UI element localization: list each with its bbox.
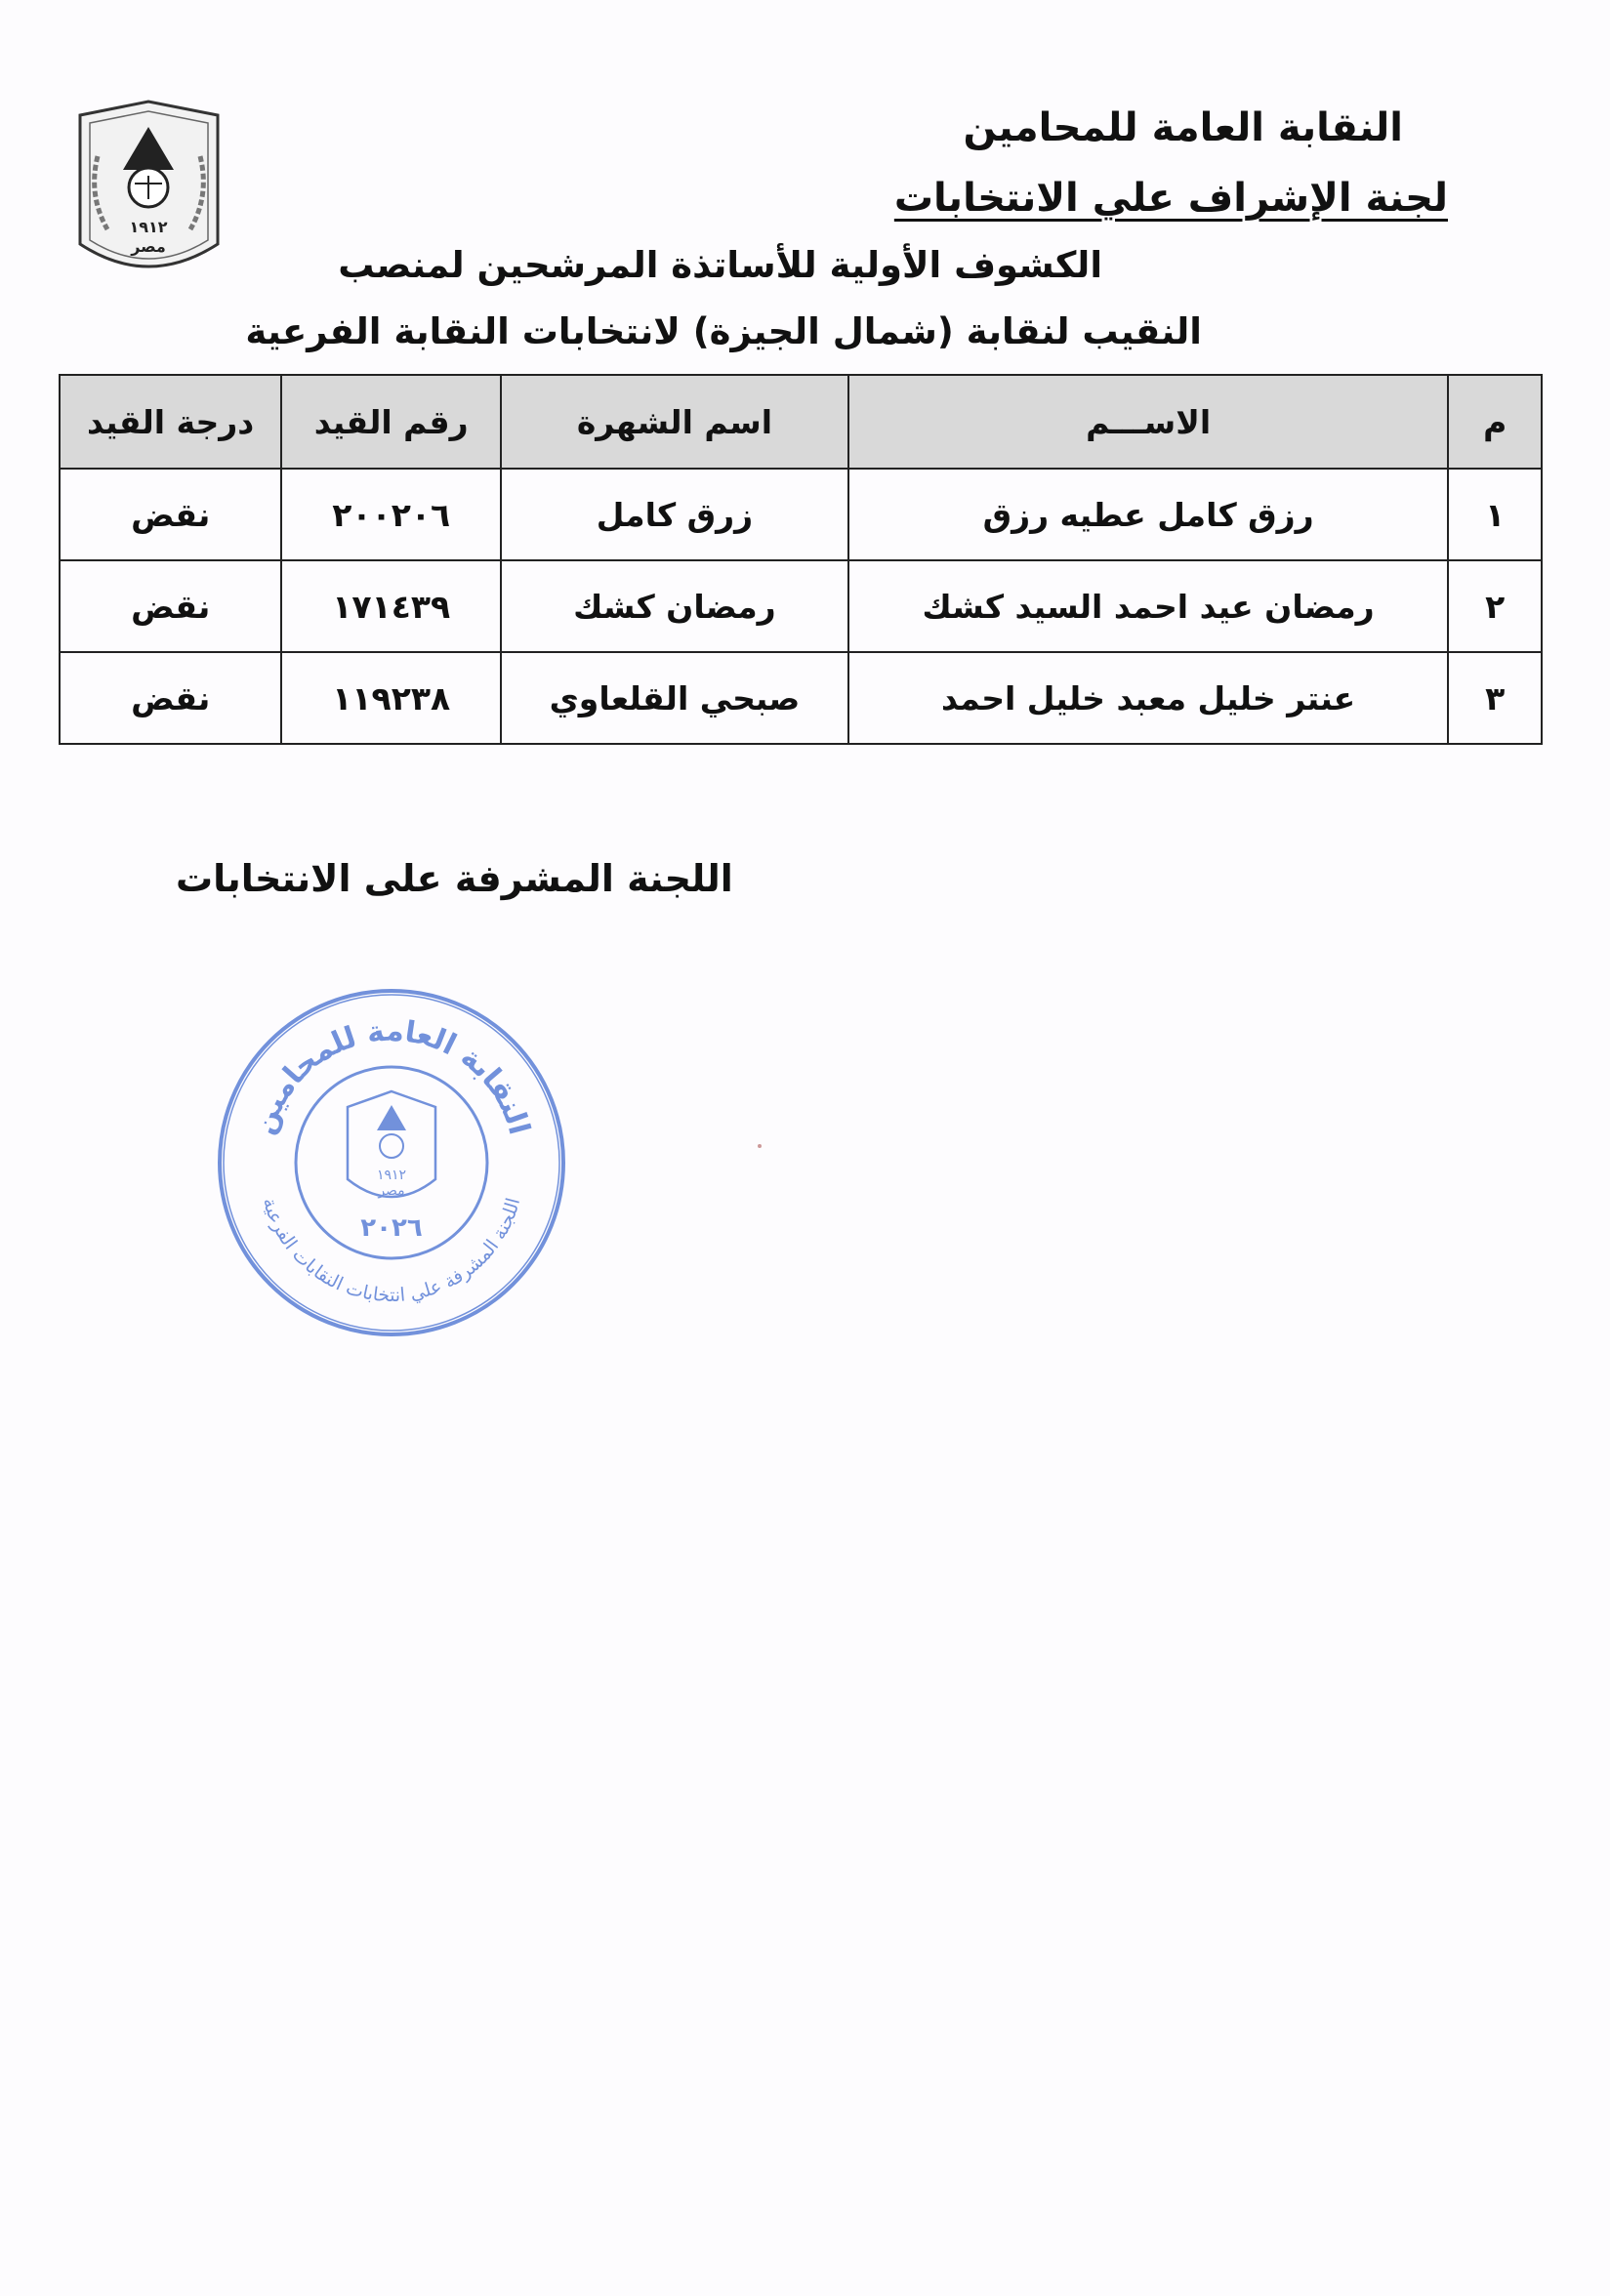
header-fame-name: اسم الشهرة — [501, 375, 848, 469]
cell-fame-name: رمضان كشك — [501, 560, 848, 652]
cell-num: ٢ — [1448, 560, 1542, 652]
cell-registration-number: ١٧١٤٣٩ — [281, 560, 501, 652]
document-title-line1: الكشوف الأولية للأساتذة المرشحين لمنصب — [338, 244, 1102, 286]
table-header-row — [60, 375, 1542, 469]
header-registration-degree: درجة القيد — [60, 375, 281, 469]
cell-num: ٣ — [1448, 652, 1542, 744]
logo-year: ١٩١٢ — [129, 218, 168, 236]
stamp-year: ٢٠٢٦ — [360, 1213, 423, 1243]
table-row — [60, 469, 1542, 560]
committee-name: لجنة الإشراف علي الانتخابات — [893, 176, 1448, 221]
cell-name: رمضان عيد احمد السيد كشك — [848, 560, 1449, 652]
cell-registration-number: ١١٩٢٣٨ — [281, 652, 501, 744]
stamp-seal-year: ١٩١٢ — [376, 1168, 407, 1183]
cell-registration-degree: نقض — [60, 652, 281, 744]
signature-label: اللجنة المشرفة على الانتخابات — [176, 857, 733, 900]
scan-speck — [758, 1144, 762, 1148]
logo-country: مصر — [131, 237, 166, 256]
stamp-seal-country: مصر — [378, 1183, 405, 1199]
cell-name: عنتر خليل معبد خليل احمد — [848, 652, 1449, 744]
stamp-inner-text: اللجنة المشرفة علي انتخابات النقابات الفرعية — [258, 1195, 525, 1307]
candidates-table — [59, 374, 1543, 745]
header-registration-number: رقم القيد — [281, 375, 501, 469]
syndicate-logo — [68, 98, 229, 293]
document-title-line2: النقيب لنقابة (شمال الجيزة) لانتخابات النقابة الفرعية — [245, 310, 1202, 352]
cell-name: رزق كامل عطيه رزق — [848, 469, 1449, 560]
table-row — [60, 560, 1542, 652]
cell-registration-degree: نقض — [60, 469, 281, 560]
header-name: الاســـم — [848, 375, 1449, 469]
official-stamp — [213, 984, 570, 1341]
cell-fame-name: زرق كامل — [501, 469, 848, 560]
table-row — [60, 652, 1542, 744]
header-num: م — [1448, 375, 1542, 469]
cell-num: ١ — [1448, 469, 1542, 560]
cell-registration-degree: نقض — [60, 560, 281, 652]
stamp-outer-text: النقابة العامة للمحامين — [246, 1013, 537, 1139]
cell-registration-number: ٢٠٠٢٠٦ — [281, 469, 501, 560]
organization-name: النقابة العامة للمحامين — [963, 105, 1403, 150]
cell-fame-name: صبحي القلعاوي — [501, 652, 848, 744]
